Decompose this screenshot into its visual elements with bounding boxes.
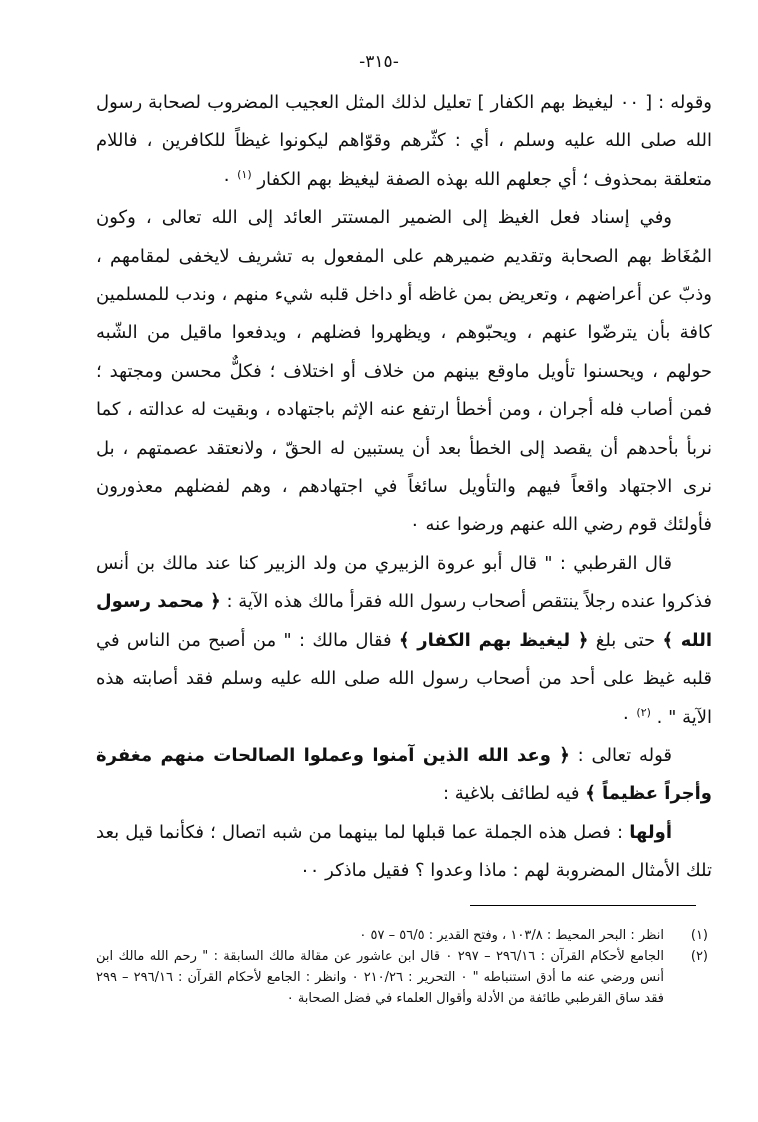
text-segment: ٠ [620,706,637,728]
footnote-number: (١) [690,928,708,943]
footnotes [96,925,712,1009]
text-segment: وقوله : [ ٠٠ ليغيظ بهم الكفار ] تعليل لذلك المثل العجيب المضروب لصحابة رسول الله صلى الله عليه وسلم ، أي : كثّرهم وقوّاهم ليكونوا غيظاً للكافرين ، فاللام متعلقة بمحذوف ؛ أي جعلهم الله بهذه الصفة ليغيظ بهم الكفار [96,92,712,190]
emphasized-text: ﴿ وعد الله الذين آمنوا وعملوا الصالحات منهم مغفرة وأجراً عظيماً ﴾ [96,744,712,805]
footnote-ref: (١) [237,167,252,181]
paragraph-5 [96,814,712,891]
footnote-ref: (٢) [636,705,651,719]
emphasized-text: أولها [629,821,672,843]
footnote-text: الجامع لأحكام القرآن : ٢٩٦/١٦ – ٢٩٧ ٠ قال ابن عاشور عن مقالة مالك السابقة : " رحم الله مالك ابن أنس ورضي عنه ما أدق استنباطه " ٠ التحرير : ٢١٠/٢٦ ٠ وانظر : الجامع لأحكام القرآن : ٢٩٦/١٦ – ٢٩٩ فقد ساق القرطبي طائفة من الأدلة وأقوال العلماء في فضل الصحابة ٠ [96,949,665,1006]
text-segment: فيه لطائف بلاغية : [442,783,586,805]
paragraph-1 [96,84,712,199]
text-segment: حتى بلغ [588,629,663,651]
text-segment: ٠ [221,168,238,190]
emphasized-text: ﴿ ليغيظ بهم الكفار ﴾ [398,629,589,651]
footnote-2 [96,946,712,1009]
emphasized-text: ﴿ محمد رسول الله ﴾ [96,591,713,651]
footnote-number: (٢) [690,949,708,964]
footnote-text: انظر : البحر المحيط : ١٠٣/٨ ، وفتح القدير : ٥٦/٥ – ٥٧ ٠ [359,928,664,943]
paragraph-2 [96,199,712,545]
text-segment: وفي إسناد فعل الغيظ إلى الضمير المستتر العائد إلى الله تعالى ، وكون المُغَاظ بهم الصحابة وتقديم ضميرهم على المفعول به تشريف لايخفى لمقامهم ، وذبّ عن أعراضهم ، وتعريض بمن غاظه أو داخل قلبه شيء منهم ، وندب للمسلمين كافة بأن يترضّوا عنهم ، ويحبّوهم ، ويظهروا فضلهم ، ويدفعوا ماقيل من الشّبه حولهم ، ويحسنوا تأويل ماوقع بينهم من خلاف أو اختلاف ؛ فكلٌّ محسن ومجتهد ؛ فمن أصاب فله أجران ، ومن أخطأ ارتفع عنه الإثم باجتهاده ، وبقيت له عدالته ، كما نربأ بأحدهم أن يقصد إلى الخطأ بعد أن يستبين له الحقّ ، ولانعتقد عصمتهم ، بل نرى الاجتهاد واقعاً فيهم والتأويل سائغاً في اجتهادهم ، وهم لفضلهم معذورون فأولئك قوم رضي الله عنهم ورضوا عنه ٠ [96,207,712,536]
footnote-1 [96,925,712,946]
text-segment: : فصل هذه الجملة عما قبلها لما بينهما من شبه اتصال ؛ فكأنما قيل بعد تلك الأمثال المضروبة لهم : ماذا وعدوا ؟ فقيل ماذكر ٠٠ [96,821,712,882]
text-segment: فقال مالك : " من أصبح من الناس في قلبه غيظ على أحد من أصحاب رسول الله صلى الله عليه وسلم فقد أصابته هذه الآية " . [96,629,712,728]
main-text [96,84,712,891]
footnote-separator [470,905,696,906]
page-number: -٣١٥- [359,52,399,72]
text-segment: قوله تعالى : [569,744,672,766]
text-segment: قال القرطبي : " قال أبو عروة الزبيري من ولد الزبير كنا عند مالك بن أنس فذكروا عنده رجلاً ينتقص أصحاب رسول الله فقرأ مالك هذه الآية : [96,552,712,613]
paragraph-3 [96,545,712,737]
paragraph-4 [96,737,712,814]
